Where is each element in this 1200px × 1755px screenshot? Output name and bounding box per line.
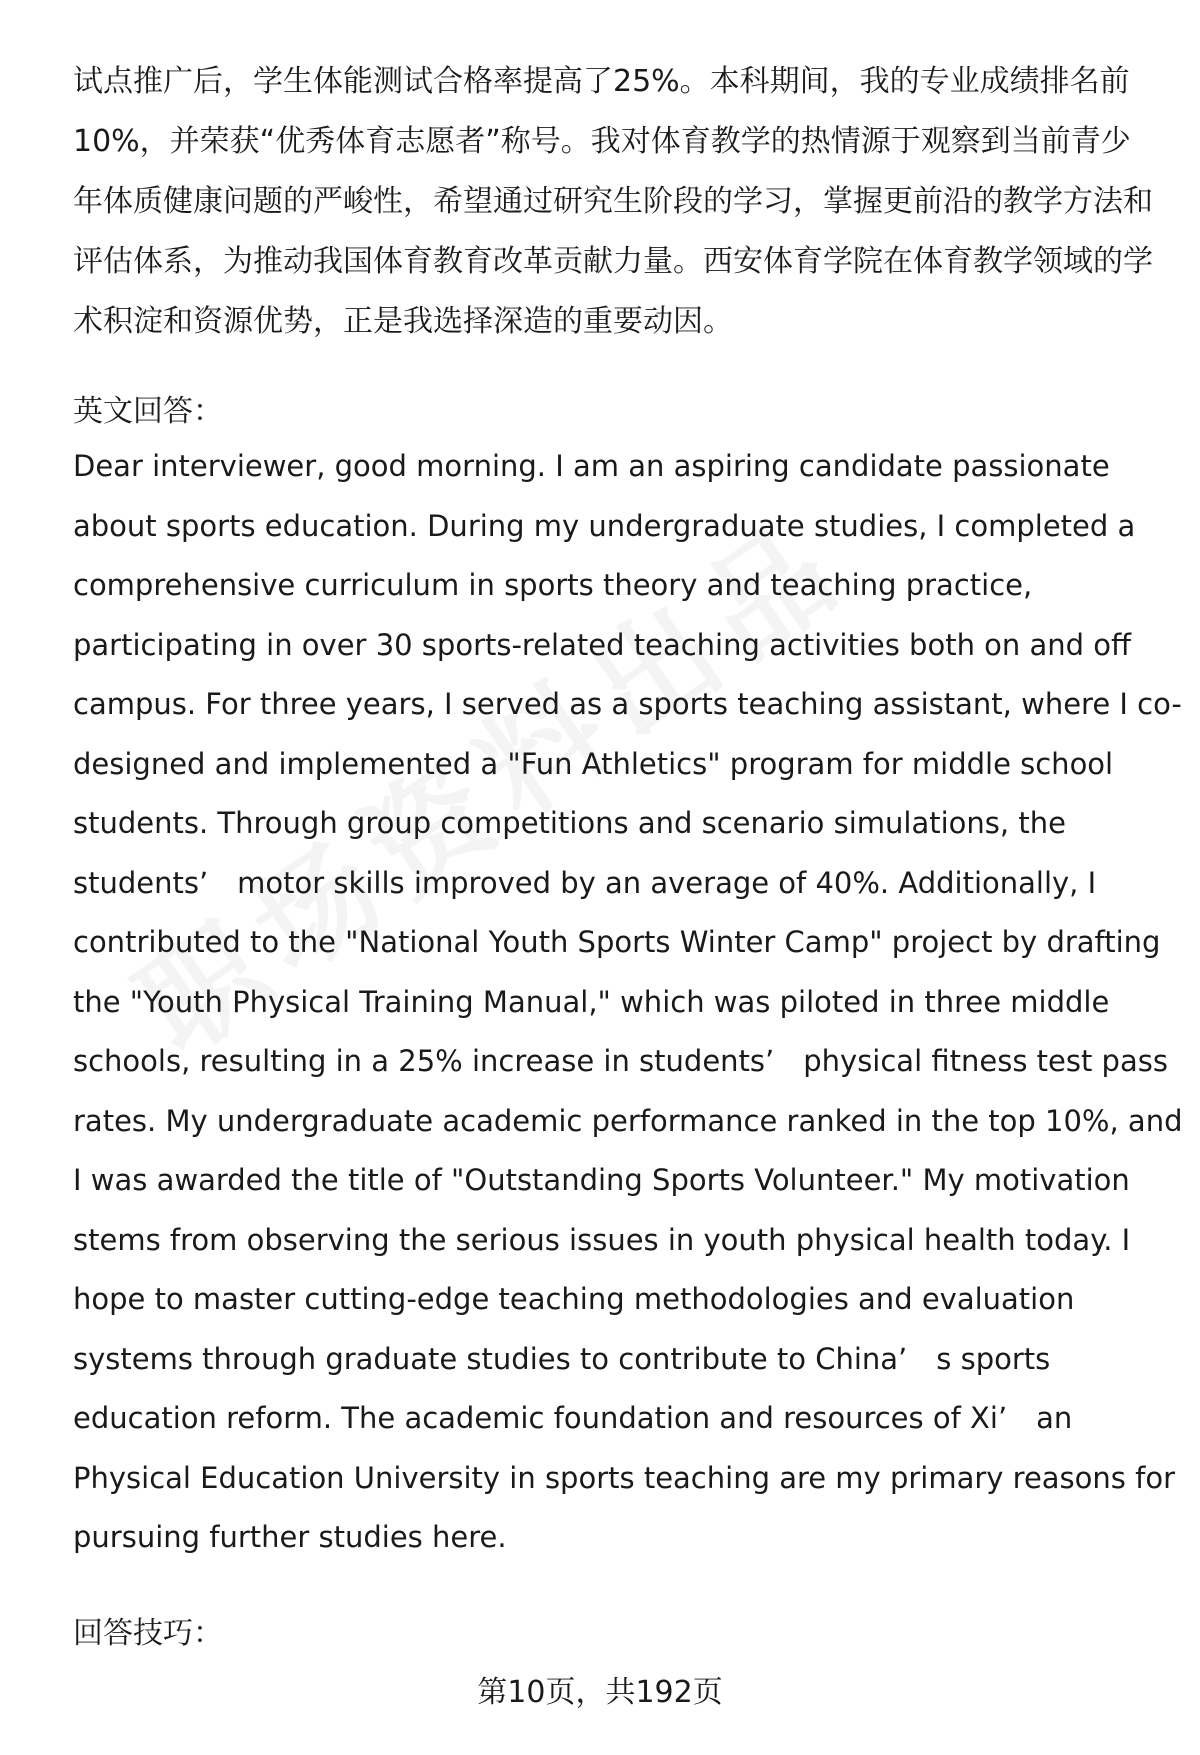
text-line: students. Through group competitions and scenario simulations, the [73, 806, 1066, 840]
text-line: 10%，并荣获“优秀体育志愿者”称号。我对体育教学的热情源于观察到当前青少 [73, 124, 1131, 159]
text-line: 术积淀和资源优势，正是我选择深造的重要动因。 [73, 304, 733, 339]
text-line: pursuing further studies here. [73, 1520, 507, 1554]
text-line: I was awarded the title of "Outstanding Sports Volunteer." My motivation [73, 1163, 1130, 1197]
text-line: 评估体系，为推动我国体育教育改革贡献力量。西安体育学院在体育教学领域的学 [73, 244, 1153, 279]
text-line: students’ motor skills improved by an average of 40%. Additionally, I [73, 865, 1097, 900]
text-line: 年体质健康问题的严峻性，希望通过研究生阶段的学习，掌握更前沿的教学方法和 [73, 184, 1153, 219]
text-line: Physical Education University in sports teaching are my primary reasons for [73, 1460, 1175, 1495]
english-answer-label: 英文回答： [73, 394, 223, 429]
page-footer: 第10页，共192页 [477, 1675, 723, 1710]
text-line: designed and implemented a "Fun Athletics" program for middle school [73, 746, 1114, 781]
text-line: campus. For three years, I served as a sports teaching assistant, where I co- [73, 687, 1182, 721]
english-paragraph [73, 437, 1183, 1568]
text-line: about sports education. During my undergraduate studies, I completed a [73, 508, 1136, 543]
text-line: the "Youth Physical Training Manual," which was piloted in three middle [73, 984, 1110, 1019]
text-line: 试点推广后，学生体能测试合格率提高了25%。本科期间，我的专业成绩排名前 [73, 64, 1130, 99]
text-line: contributed to the "National Youth Sports Winter Camp" project by drafting [73, 925, 1161, 959]
text-line: comprehensive curriculum in sports theory and teaching practice, [73, 568, 1033, 602]
text-line: education reform. The academic foundation and resources of Xi’ an [73, 1401, 1073, 1435]
answer-tips-label: 回答技巧： [73, 1616, 223, 1651]
text-line: systems through graduate studies to contribute to China’ s sports [73, 1341, 1051, 1376]
text-line: hope to master cutting-edge teaching methodologies and evaluation [73, 1282, 1075, 1316]
chinese-paragraph [73, 52, 1153, 352]
text-line: participating in over 30 sports-related teaching activities both on and off [73, 627, 1132, 662]
text-line: schools, resulting in a 25% increase in students’ physical fitness test pass [73, 1044, 1168, 1078]
text-line: Dear interviewer, good morning. I am an aspiring candidate passionate [73, 449, 1110, 483]
text-line: stems from observing the serious issues in youth physical health today. I [73, 1222, 1131, 1257]
text-line: rates. My undergraduate academic performance ranked in the top 10%, and [73, 1103, 1183, 1138]
